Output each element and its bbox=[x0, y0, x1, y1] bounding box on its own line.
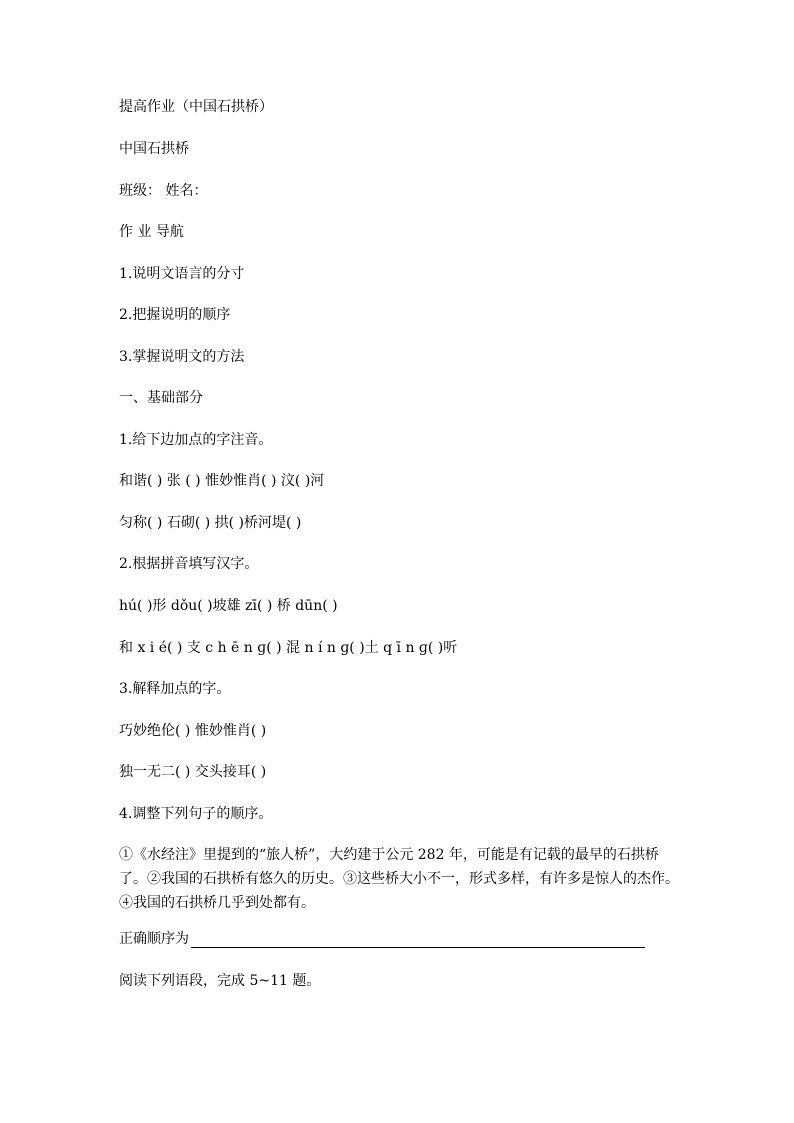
answer-blank bbox=[191, 931, 645, 948]
goal-item: 2.把握说明的顺序 bbox=[119, 307, 231, 323]
nav-heading: 作 业 导航 bbox=[119, 224, 184, 240]
document-title: 提高作业（中国石拱桥） bbox=[119, 99, 273, 115]
document-subtitle: 中国石拱桥 bbox=[119, 141, 189, 157]
question-2-line: hú( )形 dǒu( )坡雄 zī( ) 桥 dūn( ) bbox=[119, 598, 338, 614]
question-3-prompt: 3.解释加点的字。 bbox=[119, 681, 231, 697]
question-1-line: 匀称( ) 石砌( ) 拱( )桥河堤( ) bbox=[119, 515, 302, 531]
question-4-paragraph: ①《水经注》里提到的“旅人桥”，大约建于公元 282 年，可能是有记载的最早的石拱桥了。②我国的石拱桥有悠久的历史。③这些桥大小不一，形式多样，有许多是惊人的杰作。④我国的石拱桥几乎到处都有。 bbox=[119, 847, 679, 911]
answer-row bbox=[119, 930, 645, 948]
class-name-line: 班级： 姓名： bbox=[119, 183, 208, 199]
question-2-prompt: 2.根据拼音填写汉字。 bbox=[119, 556, 259, 572]
question-1-line: 和谐( ) 张 ( ) 惟妙惟肖( ) 汶( )河 bbox=[119, 473, 325, 489]
question-2-line: 和 x i é( ) 支 c h ē n ɡ( ) 混 n í n ɡ( )土 q ī n ɡ( )听 bbox=[119, 640, 458, 656]
goal-item: 1.说明文语言的分寸 bbox=[119, 266, 245, 282]
question-4-prompt: 4.调整下列句子的顺序。 bbox=[119, 806, 273, 822]
question-3-line: 巧妙绝伦( ) 惟妙惟肖( ) bbox=[119, 723, 267, 739]
question-1-prompt: 1.给下边加点的字注音。 bbox=[119, 432, 273, 448]
goal-item: 3.掌握说明文的方法 bbox=[119, 349, 245, 365]
reading-instruction: 阅读下列语段，完成 5~11 题。 bbox=[119, 973, 321, 989]
section-heading-basic: 一、基础部分 bbox=[119, 390, 203, 406]
question-3-line: 独一无二( ) 交头接耳( ) bbox=[119, 764, 267, 780]
answer-label: 正确顺序为 bbox=[119, 931, 189, 947]
